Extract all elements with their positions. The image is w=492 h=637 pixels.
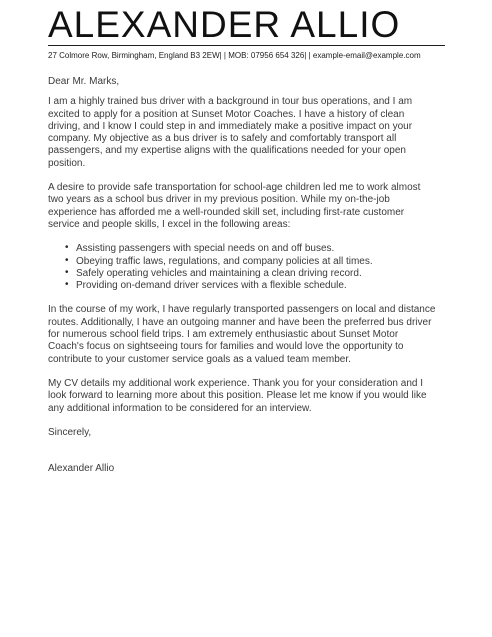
experience-paragraph: A desire to provide safe transportation for school-age children led me to work almost two years as a school bus driver in my previous position. While my on-the-job experience has afforded me a well-rounded skill set, including first-rate customer service and people skills, I excel in the following areas: — [48, 182, 421, 230]
skills-list-item: • Providing on-demand driver services with a flexible schedule. — [65, 280, 436, 292]
work-history-paragraph: In the course of my work, I have regularly transported passengers on local and distance routes. Additionally, I have an outgoing manner and have been the preferred bus driver for numerous school field trips. I am extremely enthusiastic about Sunset Motor Coach's focus on sightseeing tours for families and would love the opportunity to contribute to your customer service goals as a valued team member. — [48, 304, 436, 365]
sign-off: Sincerely, — [48, 426, 92, 438]
signature-name: Alexander Allio — [48, 463, 115, 475]
letter-body — [48, 76, 436, 487]
contact-details: 27 Colmore Row, Birmingham, England B3 2EW| | MOB: 07956 654 326| | example-email@example.com — [48, 51, 421, 60]
intro-paragraph: I am a highly trained bus driver with a background in tour bus operations, and I am excited to apply for a position at Sunset Motor Coaches. I have a history of clean driving, and I know I could step in and immediately make a positive impact on your company. My objective as a bus driver is to safely and comfortably transport all passengers, and my expertise aligns with the qualifications needed for your open position. — [48, 96, 413, 169]
skills-list-item: • Safely operating vehicles and maintaining a clean driving record. — [65, 268, 436, 280]
skills-list-item: • Obeying traffic laws, regulations, and company policies at all times. — [65, 256, 436, 268]
salutation: Dear Mr. Marks, — [48, 76, 120, 87]
applicant-name: ALEXANDER ALLIO — [48, 4, 401, 45]
closing-paragraph: My CV details my additional work experience. Thank you for your consideration and I look forward to learning more about this position. Please let me know if you would like any additional information to be considered for an interview. — [48, 377, 427, 414]
skills-list — [48, 243, 436, 292]
skills-list-item: • Assisting passengers with special needs on and off buses. — [65, 243, 436, 255]
header-divider — [48, 45, 445, 46]
